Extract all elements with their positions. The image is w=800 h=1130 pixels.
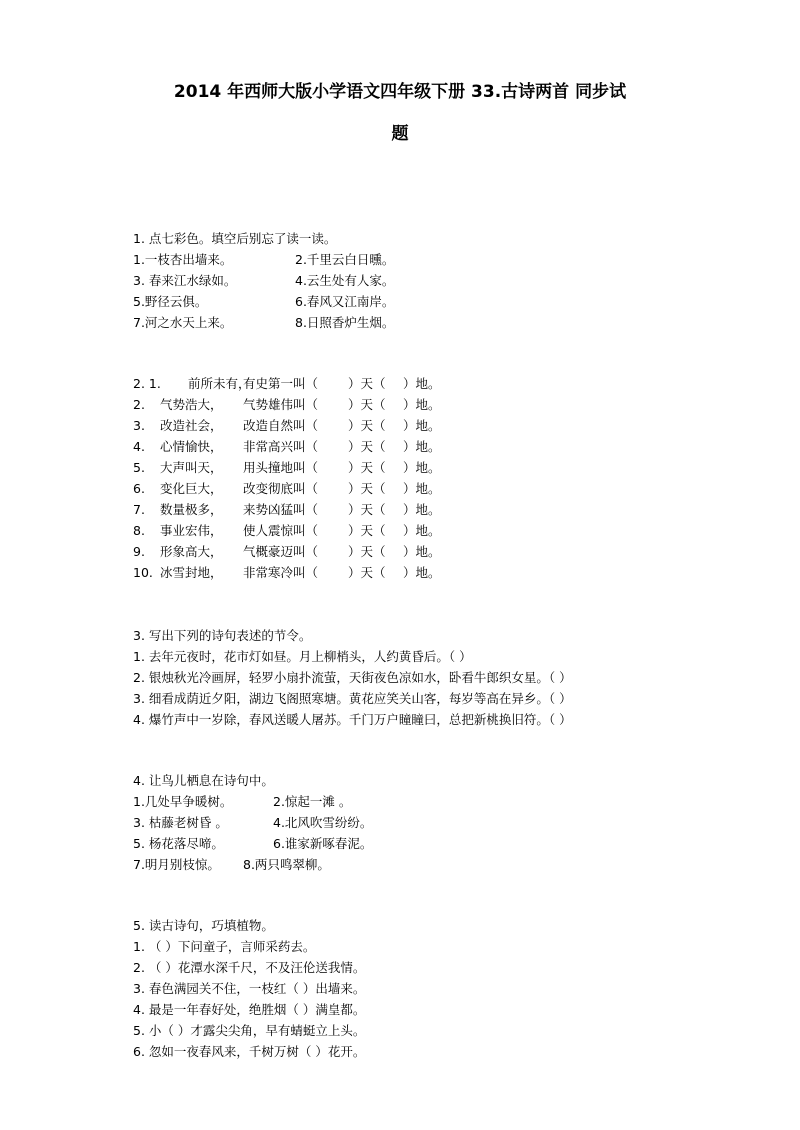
blank-item: 3. 春来江水绿如。 — [133, 273, 237, 288]
list-item: 1. （ ）下问童子，言师采药去。 — [133, 939, 316, 954]
blank-tian: ）天（ — [348, 397, 386, 412]
phrase-b: 气概豪迈叫（ — [243, 544, 319, 559]
list-item: 1. 去年元夜时，花市灯如昼。月上柳梢头，人约黄昏后。（ ） — [133, 649, 472, 664]
blank-item: 4.云生处有人家。 — [295, 273, 395, 288]
list-item — [133, 541, 693, 562]
question-heading: 4. 让鸟儿栖息在诗句中。 — [133, 773, 274, 788]
phrase-a: 心情愉快， — [160, 439, 223, 454]
blank-item: 1.一枝杏出墙来。 — [133, 252, 233, 267]
phrase-b: 有史第一叫（ — [243, 376, 319, 391]
list-item: 4. 最是一年春好处，绝胜烟（ ）满皇都。 — [133, 1002, 366, 1017]
phrase-b: 气势雄伟叫（ — [243, 397, 319, 412]
list-item — [133, 854, 693, 875]
title-line-1: 2014 年西师大版小学语文四年级下册 33.古诗两首 同步试 — [173, 82, 627, 102]
list-item: 3. 细看成荫近夕阳，湖边飞阁照寒塘。黄花应笑关山客，每岁等高在异乡。（ ） — [133, 691, 572, 706]
blank-tian: ）天（ — [348, 481, 386, 496]
blank-tian: ）天（ — [348, 565, 386, 580]
question-5 — [133, 915, 693, 1062]
list-item — [133, 812, 693, 833]
item-number: 4. — [133, 439, 145, 454]
item-number: 7. — [133, 502, 145, 517]
list-item — [133, 457, 693, 478]
blank-di: ）地。 — [403, 481, 441, 496]
question-heading: 1. 点七彩色。填空后别忘了读一读。 — [133, 231, 337, 246]
page-title — [100, 72, 700, 154]
question-1 — [133, 228, 693, 333]
blank-di: ）地。 — [403, 523, 441, 538]
list-item: 5. 小（ ）才露尖尖角，早有蜻蜓立上头。 — [133, 1023, 366, 1038]
phrase-b: 用头撞地叫（ — [243, 460, 319, 475]
blank-item: 7.明月别枝惊。 — [133, 857, 220, 872]
item-number: 8. — [133, 523, 145, 538]
phrase-a: 事业宏伟， — [160, 523, 223, 538]
blank-tian: ）天（ — [348, 418, 386, 433]
phrase-a: 变化巨大， — [160, 481, 223, 496]
list-item — [133, 373, 693, 394]
list-item — [133, 791, 693, 812]
question-2 — [133, 373, 693, 583]
title-line-2: 题 — [391, 124, 409, 144]
blank-item: 5. 杨花落尽啼。 — [133, 836, 224, 851]
list-item — [133, 312, 693, 333]
list-item: 3. 春色满园关不住，一枝红（ ）出墙来。 — [133, 981, 366, 996]
item-number: 10. — [133, 565, 153, 580]
blank-item: 6.春风又江南岸。 — [295, 294, 395, 309]
blank-di: ）地。 — [403, 376, 441, 391]
item-number: 3. — [133, 418, 145, 433]
list-item — [133, 478, 693, 499]
list-item — [133, 833, 693, 854]
blank-item: 7.河之水天上来。 — [133, 315, 233, 330]
list-item: 6. 忽如一夜春风来，千树万树（ ）花开。 — [133, 1044, 366, 1059]
list-item — [133, 499, 693, 520]
blank-di: ）地。 — [403, 397, 441, 412]
blank-di: ）地。 — [403, 460, 441, 475]
phrase-a: 形象高大， — [160, 544, 223, 559]
list-item: 2. 银烛秋光冷画屏，轻罗小扇扑流萤，天街夜色凉如水，卧看牛郎织女星。（ ） — [133, 670, 572, 685]
blank-item: 2.千里云白日曛。 — [295, 252, 395, 267]
blank-di: ）地。 — [403, 565, 441, 580]
blank-tian: ）天（ — [348, 439, 386, 454]
blank-di: ）地。 — [403, 502, 441, 517]
phrase-b: 使人震惊叫（ — [243, 523, 319, 538]
blank-tian: ）天（ — [348, 502, 386, 517]
list-item — [133, 270, 693, 291]
list-item — [133, 562, 693, 583]
list-item — [133, 394, 693, 415]
blank-item: 3. 枯藤老树昏 。 — [133, 815, 228, 830]
item-number: 5. — [133, 460, 145, 475]
blank-tian: ）天（ — [348, 544, 386, 559]
blank-item: 8.两只鸣翠柳。 — [243, 857, 330, 872]
phrase-b: 来势凶猛叫（ — [243, 502, 319, 517]
phrase-b: 改变彻底叫（ — [243, 481, 319, 496]
list-item: 4. 爆竹声中一岁除，春风送暖人屠苏。千门万户瞳瞳曰，总把新桃换旧符。（ ） — [133, 712, 572, 727]
blank-item: 6.谁家新啄春泥。 — [273, 836, 373, 851]
phrase-b: 非常寒冷叫（ — [243, 565, 319, 580]
blank-di: ）地。 — [403, 439, 441, 454]
item-number: 2. — [133, 397, 145, 412]
phrase-a: 前所未有， — [188, 376, 251, 391]
list-item — [133, 291, 693, 312]
question-4 — [133, 770, 693, 875]
list-item: 2. （ ）花潭水深千尺，不及汪伦送我情。 — [133, 960, 366, 975]
list-item — [133, 415, 693, 436]
phrase-a: 冰雪封地， — [160, 565, 223, 580]
phrase-b: 非常高兴叫（ — [243, 439, 319, 454]
blank-item: 2.惊起一滩 。 — [273, 794, 352, 809]
blank-item: 1.几处早争暖树。 — [133, 794, 233, 809]
blank-tian: ）天（ — [348, 460, 386, 475]
blank-di: ）地。 — [403, 544, 441, 559]
blank-di: ）地。 — [403, 418, 441, 433]
phrase-a: 改造社会， — [160, 418, 223, 433]
blank-item: 8.日照香炉生烟。 — [295, 315, 395, 330]
phrase-a: 大声叫天， — [160, 460, 223, 475]
question-heading: 5. 读古诗句，巧填植物。 — [133, 918, 274, 933]
blank-item: 4.北风吹雪纷纷。 — [273, 815, 373, 830]
phrase-a: 数量极多， — [160, 502, 223, 517]
blank-item: 5.野径云俱。 — [133, 294, 208, 309]
blank-tian: ）天（ — [348, 523, 386, 538]
list-item — [133, 249, 693, 270]
blank-tian: ）天（ — [348, 376, 386, 391]
item-number: 9. — [133, 544, 145, 559]
question-3 — [133, 625, 673, 730]
phrase-a: 气势浩大， — [160, 397, 223, 412]
list-item — [133, 520, 693, 541]
item-number: 2. 1. — [133, 376, 161, 391]
question-heading: 3. 写出下列的诗句表述的节令。 — [133, 628, 312, 643]
list-item — [133, 436, 693, 457]
phrase-b: 改造自然叫（ — [243, 418, 319, 433]
item-number: 6. — [133, 481, 145, 496]
